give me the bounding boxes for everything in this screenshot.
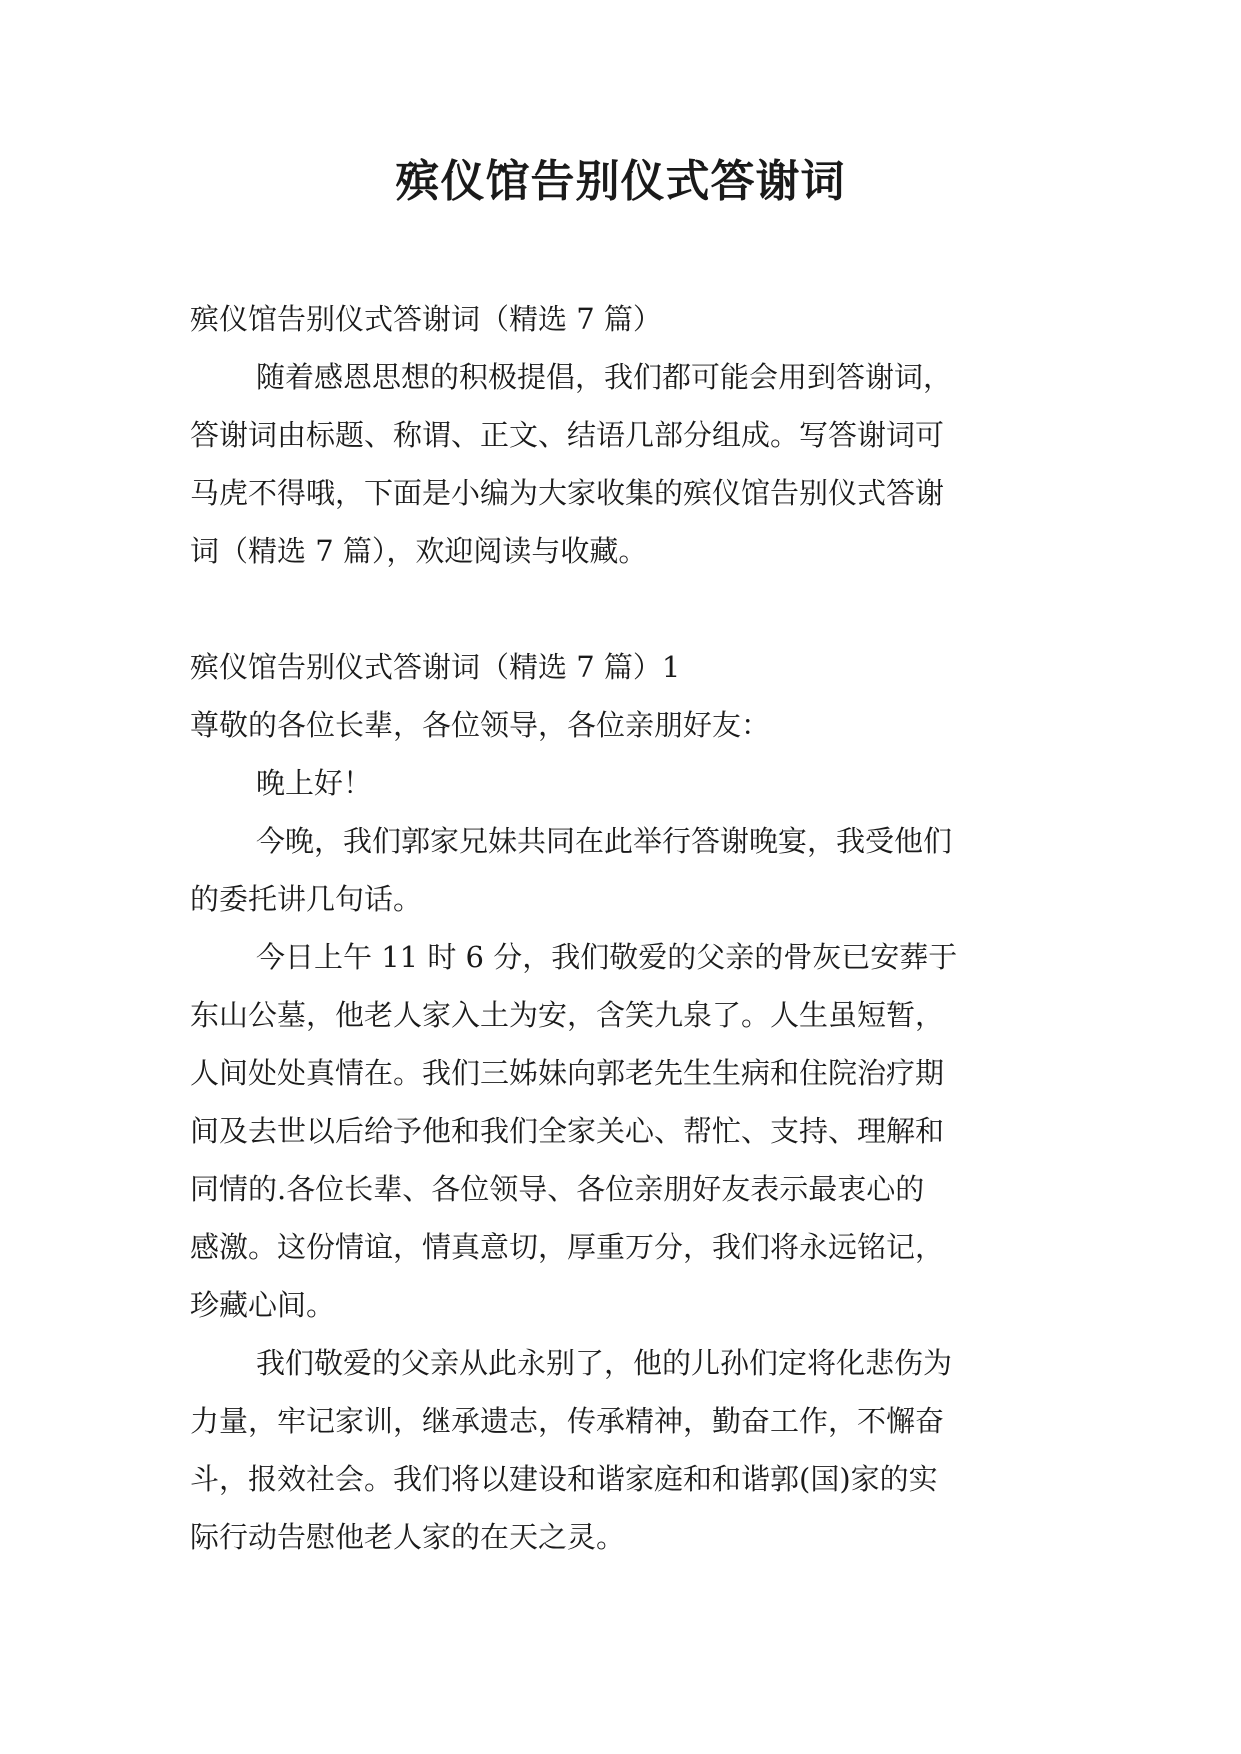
subtitle-line: 殡仪馆告别仪式答谢词（精选 7 篇） — [190, 302, 662, 336]
paragraph-line: 词（精选 7 篇），欢迎阅读与收藏。 — [190, 534, 648, 568]
document-title: 殡仪馆告别仪式答谢词 — [395, 156, 846, 207]
document-body — [190, 290, 1060, 1566]
paragraph-line: 东山公墓，他老人家入土为安，含笑九泉了。人生虽短暂， — [190, 998, 945, 1032]
section-heading: 殡仪馆告别仪式答谢词（精选 7 篇）1 — [190, 650, 681, 684]
paragraph-line: 际行动告慰他老人家的在天之灵。 — [190, 1520, 626, 1554]
paragraph-line: 斗，报效社会。我们将以建设和谐家庭和和谐郭(国)家的实 — [190, 1462, 938, 1496]
paragraph-line: 间及去世以后给予他和我们全家关心、帮忙、支持、理解和 — [190, 1114, 945, 1148]
paragraph-line: 同情的.各位长辈、各位领导、各位亲朋好友表示最衷心的 — [190, 1172, 925, 1206]
paragraph-line: 我们敬爱的父亲从此永别了，他的儿孙们定将化悲伤为 — [256, 1346, 953, 1380]
paragraph-line: 答谢词由标题、称谓、正文、结语几部分组成。写答谢词可 — [190, 418, 945, 452]
paragraph-line: 珍藏心间。 — [190, 1288, 336, 1322]
paragraph-line: 随着感恩思想的积极提倡，我们都可能会用到答谢词， — [256, 360, 953, 394]
section-gap — [190, 580, 1060, 638]
paragraph-line: 感激。这份情谊，情真意切，厚重万分，我们将永远铭记， — [190, 1230, 945, 1264]
paragraph-line: 马虎不得哦，下面是小编为大家收集的殡仪馆告别仪式答谢 — [190, 476, 945, 510]
paragraph-line: 今晚，我们郭家兄妹共同在此举行答谢晚宴，我受他们 — [256, 824, 953, 858]
paragraph-line: 今日上午 11 时 6 分，我们敬爱的父亲的骨灰已安葬于 — [256, 940, 958, 974]
paragraph-line: 力量，牢记家训，继承遗志，传承精神，勤奋工作，不懈奋 — [190, 1404, 945, 1438]
greeting-line: 晚上好！ — [256, 766, 373, 800]
salutation-line: 尊敬的各位长辈，各位领导，各位亲朋好友： — [190, 708, 771, 742]
paragraph-line: 的委托讲几句话。 — [190, 882, 423, 916]
paragraph-line: 人间处处真情在。我们三姊妹向郭老先生生病和住院治疗期 — [190, 1056, 945, 1090]
